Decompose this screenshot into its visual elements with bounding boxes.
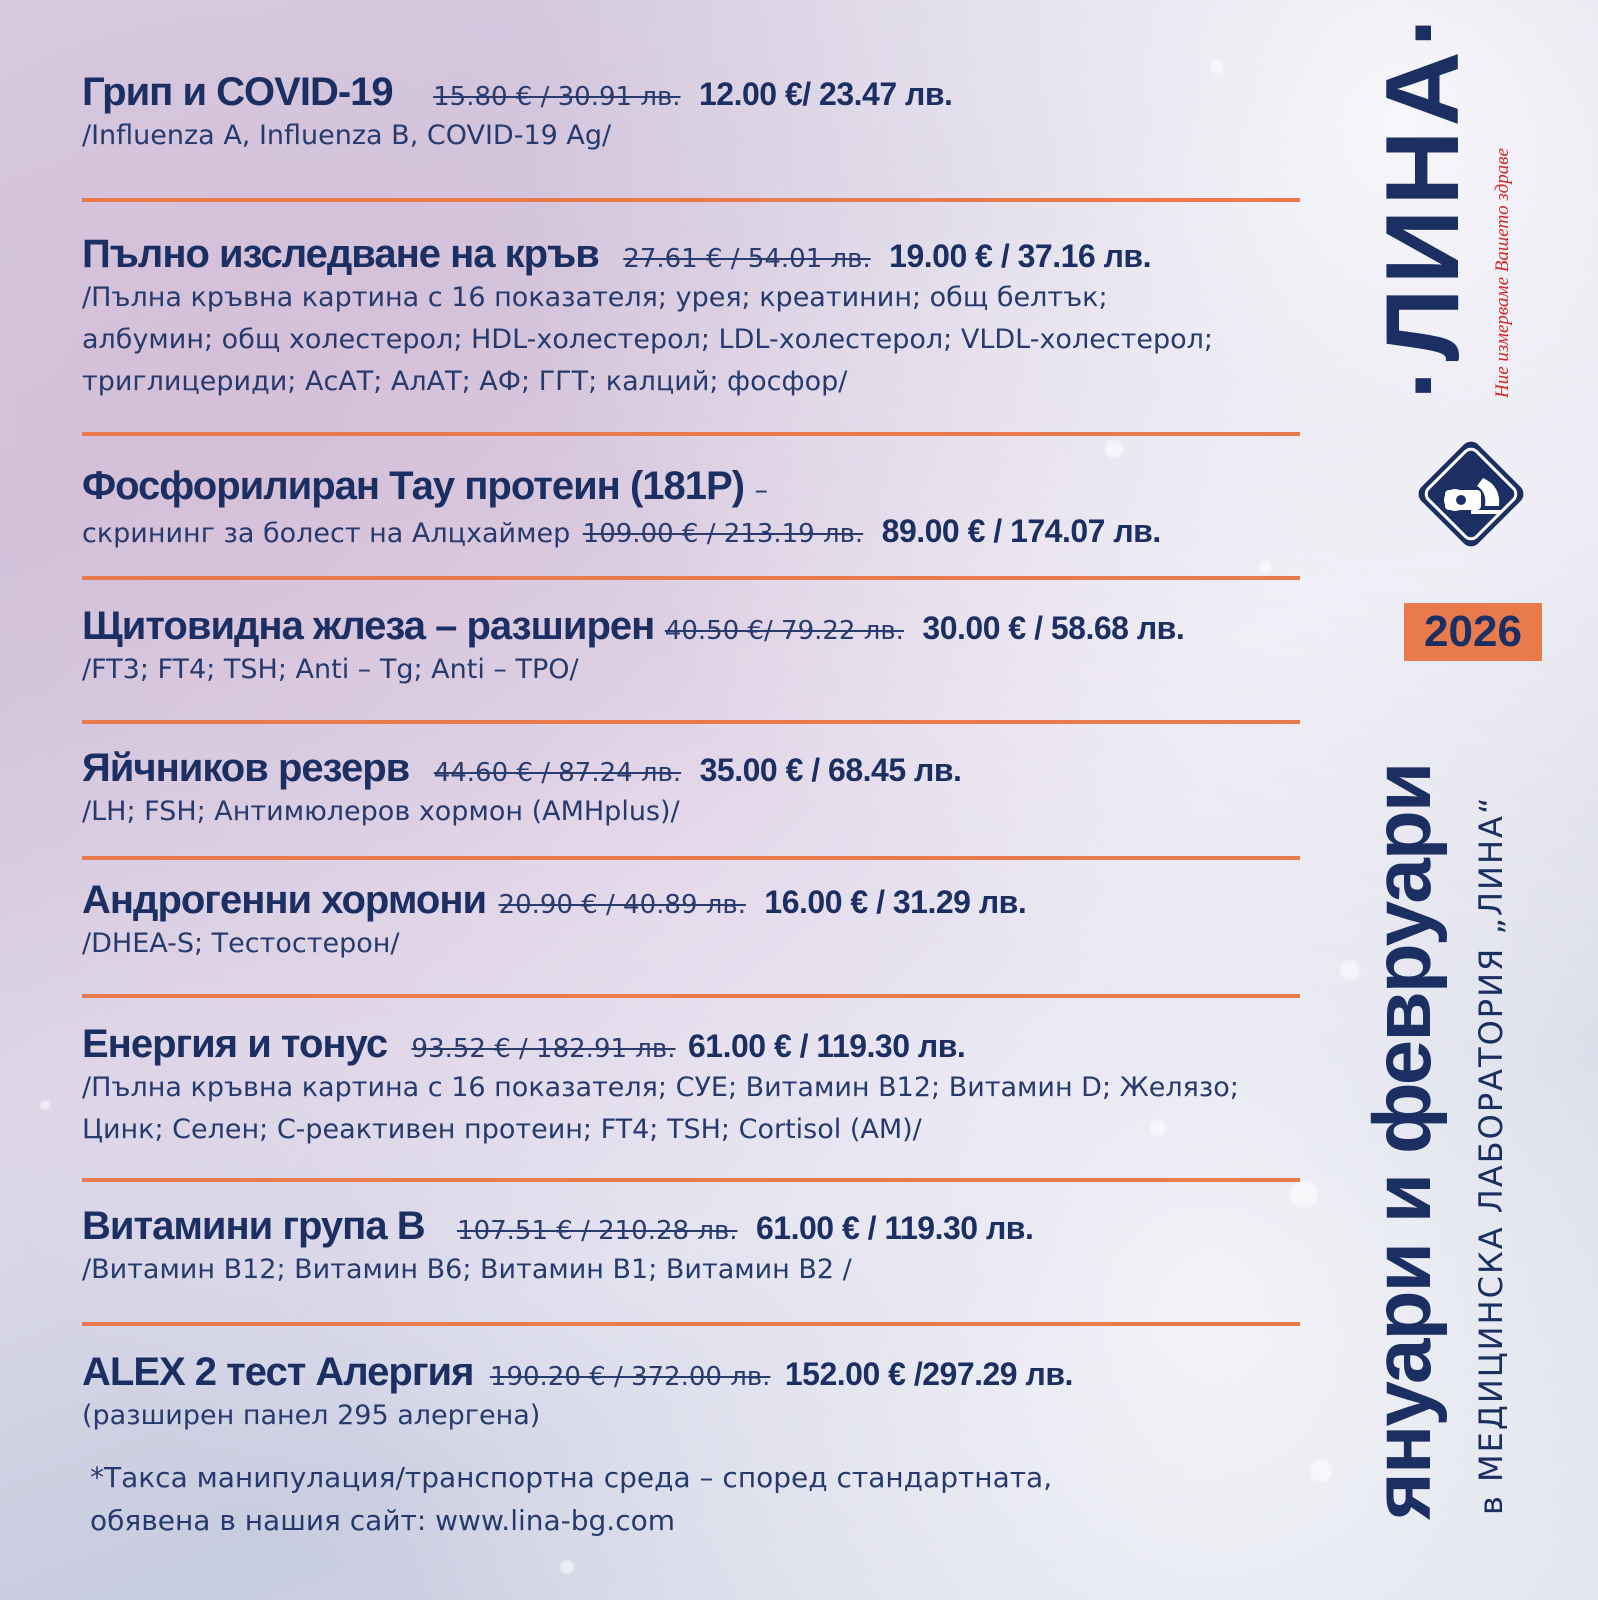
test-item-energy [82, 998, 1302, 1158]
test-item-vitamin-b [82, 1182, 1302, 1300]
test-description: (разширен панел 295 алергена) [82, 1400, 541, 1431]
sidebar [1357, 0, 1598, 1600]
test-title: Пълно изследване на кръв [82, 232, 599, 276]
test-item-alex-allergy [82, 1326, 1302, 1444]
new-price: 12.00 €/ 23.47 лв. [699, 76, 953, 112]
test-description: /LH; FSH; Антимюлеров хормон (AMHplus)/ [82, 796, 680, 827]
year-badge: 2026 [1404, 603, 1542, 661]
old-price: 107.51 € / 210.28 лв. [457, 1216, 738, 1246]
test-description: /Пълна кръвна картина с 16 показателя; урея; креатинин; общ белтък; албумин; общ холестерол; HDL-холестерол; LDL-холестерол; VLDL-холестерол; триглицериди; АсАТ; АлАТ; АФ; ГГТ; калций; фосфор/ [82, 282, 1214, 397]
test-description: /Витамин B12; Витамин B6; Витамин B1; Витамин B2 / [82, 1254, 852, 1285]
test-item-thyroid [82, 580, 1302, 700]
old-price: 93.52 € / 182.91 лв. [411, 1034, 676, 1064]
footnote-link: обявена в нашия сайт: www.lina-bg.com [90, 1504, 676, 1537]
test-item-full-blood [82, 202, 1302, 414]
test-title: Енергия и тонус [82, 1022, 388, 1066]
lab-microscope-logo-icon [1405, 428, 1537, 560]
old-price: 20.90 € / 40.89 лв. [498, 890, 746, 920]
old-price: 27.61 € / 54.01 лв. [623, 244, 871, 274]
bokeh-dot [560, 1560, 574, 1574]
test-item-tau-protein [82, 436, 1302, 556]
lab-name: в МЕДИЦИНСКА ЛАБОРАТОРИЯ „ЛИНА“ [1472, 795, 1510, 1515]
old-price: 15.80 € / 30.91 лв. [433, 82, 681, 112]
old-price: 109.00 € / 213.19 лв. [582, 519, 864, 549]
test-description: /Influenza A, Influenza B, COVID-19 Ag/ [82, 120, 612, 151]
test-description: /FT3; FT4; TSH; Anti – Tg; Anti – TPO/ [82, 654, 579, 685]
footnote-line: *Такса манипулация/транспортна среда – според стандартната, [90, 1461, 1053, 1494]
test-title: Грип и COVID-19 [82, 70, 393, 114]
new-price: 61.00 € / 119.30 лв. [756, 1210, 1034, 1246]
test-title: Щитовидна жлеза – разширен [82, 604, 655, 648]
months-heading: януари и февруари [1357, 763, 1448, 1520]
test-title: Витамини група В [82, 1204, 425, 1248]
new-price: 152.00 € /297.29 лв. [784, 1356, 1073, 1392]
bokeh-dot [40, 1100, 50, 1110]
test-description: /DHEA-S; Тестостерон/ [82, 928, 400, 959]
brand-logo-text: ·ЛИНА· [1365, 8, 1481, 400]
test-title: ALEX 2 тест Алергия [82, 1350, 474, 1394]
brand-slogan: Ние измерваме Вашето здраве [1492, 148, 1513, 398]
test-item-ovarian-reserve [82, 724, 1302, 838]
test-item-flu-covid [82, 62, 1302, 182]
test-description: скрининг за болест на Алцхаймер [82, 518, 571, 549]
test-item-androgen [82, 860, 1302, 974]
old-price: 190.20 € / 372.00 лв. [489, 1362, 771, 1392]
old-price: 44.60 € / 87.24 лв. [433, 758, 682, 788]
old-price: 40.50 €/ 79.22 лв. [664, 616, 904, 646]
test-description: /Пълна кръвна картина с 16 показателя; СУЕ; Витамин B12; Витамин D; Желязо; Цинк; Селен; C-реактивен протеин; FT4; TSH; Cortisol (AM)/ [82, 1072, 1239, 1145]
price-list [82, 62, 1302, 1444]
test-title: Фосфорилиран Тау протеин (181P) [82, 464, 745, 508]
new-price: 35.00 € / 68.45 лв. [699, 752, 962, 788]
bokeh-dot [1310, 1460, 1332, 1482]
test-title: Яйчников резерв [82, 746, 410, 790]
title-dash: – [754, 475, 768, 506]
test-title: Андрогенни хормони [82, 878, 487, 922]
new-price: 16.00 € / 31.29 лв. [764, 884, 1027, 920]
new-price: 89.00 € / 174.07 лв. [881, 513, 1161, 549]
new-price: 30.00 € / 58.68 лв. [922, 610, 1185, 646]
footnote [90, 1456, 1052, 1542]
new-price: 19.00 € / 37.16 лв. [889, 238, 1151, 274]
new-price: 61.00 € / 119.30 лв. [687, 1028, 966, 1064]
